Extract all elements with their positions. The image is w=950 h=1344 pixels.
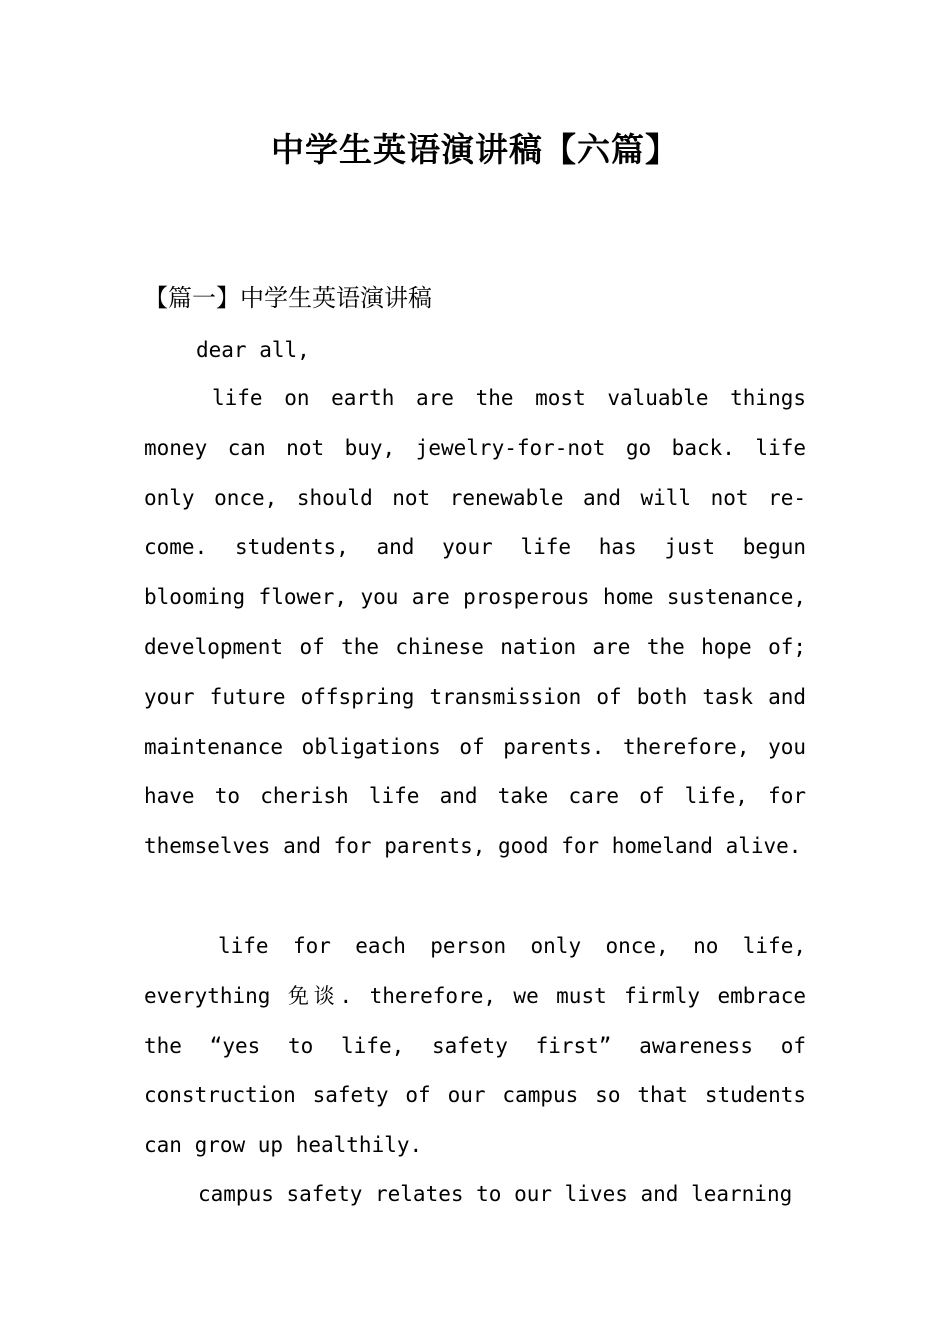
paragraph-3: [144, 1170, 806, 1220]
paragraph-text: life for each person only once, no life, everything 免谈. therefore, we must firmly embrace the “yes to life, safety first” awareness of construction safety of our campus so that students can grow up healthily.: [144, 934, 806, 1158]
paragraph-text: campus safety relates to our lives and learning: [198, 1182, 793, 1206]
document-title: 中学生英语演讲稿【六篇】: [271, 130, 679, 169]
paragraph-1: [144, 374, 806, 872]
paragraph-text: life on earth are the most valuable things money can not buy, jewelry-for-not go back. life only once, should not renewable and will not re-come. students, and your life has just begun blooming flower, you are prosperous home sustenance, development of the chinese nation are the hope of; your future offspring transmission of both task and maintenance obligations of parents. therefore, you have to cherish life and take care of life, for themselves and for parents, good for homeland alive.: [144, 386, 806, 859]
section-heading: 【篇一】中学生英语演讲稿: [144, 284, 432, 312]
paragraph-2: [144, 922, 806, 1171]
greeting-line: dear all,: [196, 338, 310, 362]
